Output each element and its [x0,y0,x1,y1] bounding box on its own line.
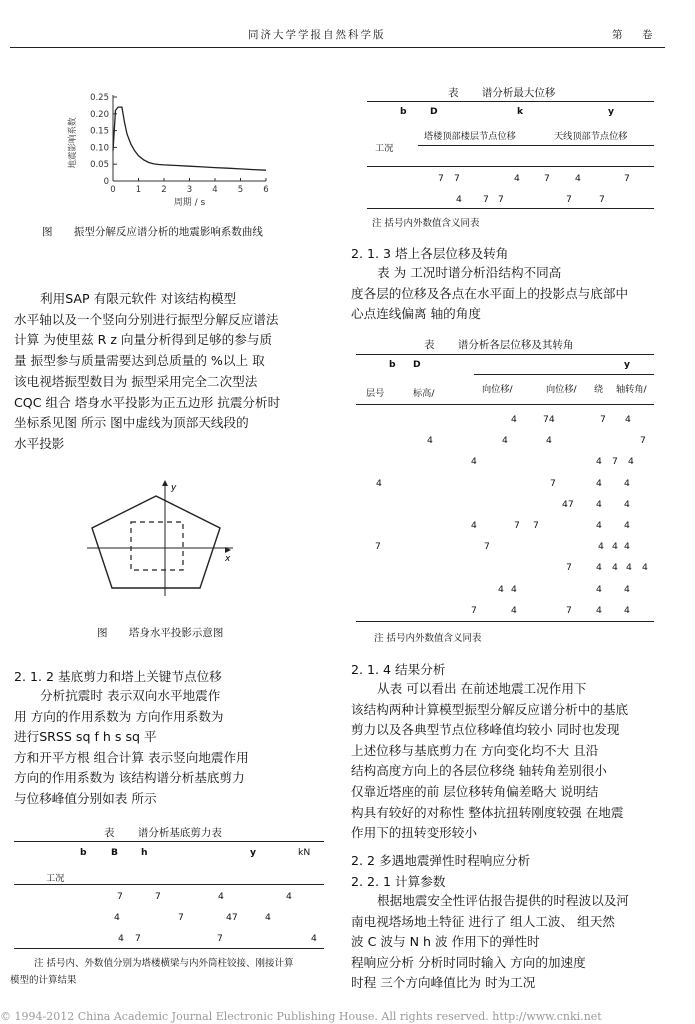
text-line: 水平轴以及一个竖向分别进行振型分解反应谱法 [14,311,279,327]
table-floors-cell: 4 [612,541,618,553]
section-2-2-heading: 2. 2 多遇地震弹性时程响应分析 [351,853,531,868]
text-line: 计算 为使里兹 R z 向量分析得到足够的参与质 [14,332,273,348]
section-2-2-1-heading: 2. 2. 1 计算参数 [351,874,446,889]
table-floors-cell: 74 [543,414,555,425]
figure-2-prefix: 图 [97,627,108,639]
table-shear-cell: 7 [117,891,123,902]
table-floors-cell: 7 [640,435,646,447]
table-shear-top-rule [14,841,324,842]
table-floors-head-y: y [624,359,630,370]
text-line: 方向的作用系数为 该结构谱分析基底剪力 [14,770,245,786]
table-floors-cell: 4 [511,604,517,616]
table-floors-cell: 4 [612,562,618,574]
text-line: 时程 三个方向峰值比为 时为工况 [351,975,536,991]
y-tick-label: 0.10 [90,143,109,154]
table-shear-note-cont: 模型的计算结果 [10,975,77,986]
table-floors-cell: 4 [628,456,634,468]
table-maxdisp-cell: 4 [514,173,520,184]
table-floors-cell: 4 [626,562,632,574]
x-axis-label: x [225,554,231,564]
table-floors-cell: 7 [533,520,539,531]
table-shear-note: 注 括号内、外数值分别为塔楼横梁与内外筒柱铰接、刚接计算 [34,958,294,969]
journal-title: 同济大学学报自然科学版 [248,29,386,41]
table-floors-col-disp2: 向位移/ [546,384,577,395]
text-line: 方和开平方根 组合计算 表示竖向地震作用 [14,749,249,765]
table-shear-cell: 4 [265,912,271,923]
table-floors-cell: 4 [596,498,602,510]
table-maxdisp-prefix: 表 [448,87,459,99]
table-floors-cell: 7 [612,456,618,468]
text-line: 表 为 工况时谱分析沿结构不同高 [377,265,562,280]
table-maxdisp-title [448,85,555,100]
text-line: 仅靠近塔座的前 层位移转角偏差略大 说明结 [351,784,599,799]
table-floors-cell: 4 [624,498,630,510]
table-maxdisp-head-y: y [608,106,614,117]
text-line: 结构高度方向上的各层位移绕 轴转角差别很小 [351,763,607,779]
figure-1-text: 振型分解反应谱分析的地震影响系数曲线 [73,226,263,238]
table-floors-cell: 7 [471,604,477,616]
text-line: 分析抗震时 表示双向水平地震作 [40,688,221,703]
figure-2-caption [97,625,223,640]
x-tick-label: 6 [263,185,269,195]
table-floors-cell: 4 [596,583,602,595]
table-floors-mid-rule [356,404,654,405]
table-floors-cell: 7 [600,414,606,425]
table-floors-prefix: 表 [424,339,435,351]
table-floors-bottom-rule [356,621,654,622]
table-floors-cell: 47 [562,498,574,510]
table-maxdisp-head-k: k [517,106,524,117]
table-shear-prefix: 表 [104,827,115,839]
text-line: 度各层的位移及各点在水平面上的投影点与底部中 [351,285,629,301]
text-line: 南电视塔场地土特征 进行了 组人工波、 组天然 [351,913,615,929]
text-line: 利用SAP 有限元软件 对该结构模型 [40,291,237,306]
section-2-1-2-heading: 2. 1. 2 基底剪力和塔上关键节点位移 [14,669,222,684]
table-shear-cell: 4 [114,912,120,923]
table-shear-mid-rule [14,884,324,885]
y-tick-label: 0.20 [90,109,109,120]
table-maxdisp-cell: 4 [575,173,581,184]
table-floors-cell: 7 [484,541,490,553]
table-floors-cell: 4 [471,520,477,531]
table-maxdisp-title-text: 谱分析最大位移 [481,87,556,99]
table-floors-title-text: 谱分析各层位移及其转角 [457,339,574,351]
table-floors-head-b: b [389,359,396,370]
header-rule [10,47,665,48]
table-floors-head-D: D [413,359,421,370]
table-floors-cell: 7 [566,562,572,574]
text-line: CQC 组合 塔身水平投影为正五边形 抗震分析时 [14,394,281,410]
text-line: 剪力以及各典型节点位移峰值均较小 同时也发现 [351,722,620,738]
table-shear-cell: 47 [226,912,238,923]
table-maxdisp-cell: 7 [624,173,630,184]
table-maxdisp-mid-rule [367,166,654,167]
table-floors-cell: 7 [375,541,381,553]
table-shear-head-h: h [141,847,148,858]
table-shear-head-B: B [111,847,119,858]
table-floors-cell: 4 [624,583,630,595]
text-line: 与位移峰值分别如表 所示 [14,791,157,806]
table-floors-sub-rule [474,374,654,375]
table-shear-cell: 4 [286,891,292,902]
text-line: 坐标系见图 所示 图中虚线为顶部天线段的 [14,415,249,431]
y-tick-label: 0.25 [90,93,109,103]
x-tick-label: 5 [237,185,244,195]
table-maxdisp-head-D: D [430,106,438,117]
table-floors-cell: 4 [502,435,508,447]
table-shear-head-b: b [80,847,87,858]
table-floors-cell: 4 [546,435,552,447]
table-maxdisp-bottom-rule [367,208,654,209]
text-line: 心点连线偏离 轴的角度 [351,306,481,322]
table-floors-cell: 7 [550,477,556,489]
y-tick-label: 0.15 [90,126,109,137]
table-floors-top-rule [356,354,654,355]
table-shear-subhead: 工况 [46,873,65,884]
response-spectrum-chart [55,85,285,210]
table-floors-cell: 4 [596,604,602,616]
table-maxdisp-subhead: 工况 [375,143,394,154]
table-shear-cell: 7 [217,933,223,944]
table-floors-cell: 4 [511,414,517,425]
table-shear-cell: 4 [118,933,124,944]
text-line: 从表 可以看出 在前述地震工况作用下 [377,681,587,696]
table-floors-cell: 7 [566,604,572,616]
text-line: 程响应分析 分析时同时输入 方向的加速度 [351,954,586,970]
table-floors-note: 注 括号内外数值含义同表 [374,633,482,644]
table-floors-cell: 4 [625,414,631,425]
x-tick-label: 4 [212,185,218,195]
table-maxdisp-head-b: b [400,106,407,117]
x-tick-label: 1 [135,185,142,195]
table-maxdisp-cell: 7 [544,173,550,184]
table-floors-cell: 4 [642,562,648,574]
text-line: 根据地震安全性评估报告提供的时程波以及河 [377,893,629,908]
figure-2-text: 塔身水平投影示意图 [128,627,224,639]
table-maxdisp-col1: 塔楼顶部楼层节点位移 [424,131,516,142]
table-maxdisp-cell: 7 [498,194,504,205]
text-line: 用 方向的作用系数为 方向作用系数为 [14,708,224,724]
table-floors-cell: 4 [624,520,630,531]
table-shear-cell: 7 [155,891,161,902]
spectrum-curve [113,107,266,170]
volume-label: 第 [612,29,625,41]
text-line: 上述位移与基底剪力在 方向变化均不大 且沿 [351,742,599,758]
table-shear-cell: 7 [135,933,141,944]
copyright-footer: © 1994-2012 China Academic Journal Electronic Publishing House. All rights reserved. http://www.cnki.net [0,1010,602,1023]
table-floors-cell: 4 [596,456,602,468]
table-maxdisp-cell: 7 [599,194,605,205]
table-shear-title-text: 谱分析基底剪力表 [137,827,222,839]
text-line: 进行SRSS sq f h s sq 平 [14,729,157,745]
antenna-projection-dashed [131,522,183,570]
table-floors-cell: 4 [624,604,630,616]
text-line: 作用下的扭转变形较小 [351,825,477,841]
x-tick-label: 3 [186,185,193,195]
table-shear-bottom-rule [14,948,324,949]
table-maxdisp-note: 注 括号内外数值含义同表 [372,218,480,229]
table-floors-cell: 4 [596,477,602,489]
table-floors-cell: 4 [427,435,433,447]
table-shear-title [104,825,222,840]
x-axis-label: 周期 / s [173,198,206,208]
table-shear-head-y: y [250,847,256,858]
table-floors-cell: 4 [511,583,517,595]
table-floors-cell: 4 [498,583,504,595]
table-floors-cell: 4 [624,541,630,553]
figure-1-prefix: 图 [42,226,53,238]
volume-unit: 卷 [642,29,655,41]
table-floors-cell: 4 [624,477,630,489]
section-2-1-4-heading: 2. 1. 4 结果分析 [351,662,446,677]
table-maxdisp-cell: 7 [483,194,489,205]
text-line: 量 振型参与质量需要达到总质量的 %以上 取 [14,353,265,369]
table-maxdisp-col2: 天线顶部节点位移 [554,131,628,142]
y-tick-label: 0.05 [90,160,109,171]
table-floors-cell: 4 [596,520,602,531]
figure-1-caption [42,224,263,239]
section-2-1-3-heading: 2. 1. 3 塔上各层位移及转角 [351,246,509,261]
table-shear-cell: 4 [311,933,317,944]
table-floors-cell: 4 [471,456,477,468]
pentagon-projection-diagram [85,478,255,616]
text-line: 该结构两种计算模型振型分解反应谱分析中的基底 [351,701,629,717]
table-maxdisp-top-rule [367,101,654,102]
table-shear-cell: 4 [218,891,224,902]
table-floors-cell: 7 [514,520,520,531]
y-axis-label: y [171,483,177,493]
table-maxdisp-sub-rule [418,145,654,146]
table-floors-cell: 4 [598,541,604,553]
text-line: 波 C 波与 N h 波 作用下的弹性时 [351,934,540,950]
text-line: 构具有较好的对称性 整体抗扭转刚度较强 在地震 [351,804,624,820]
table-floors-col-rot: 轴转角/ [616,384,647,395]
table-floors-col-disp1: 向位移/ [482,384,513,395]
table-maxdisp-cell: 7 [454,173,460,184]
x-tick-label: 0 [110,185,116,195]
table-shear-cell: 7 [178,912,184,923]
y-tick-label: 0 [103,177,109,187]
table-floors-cell: 4 [596,562,602,574]
table-maxdisp-cell: 7 [566,194,572,205]
table-maxdisp-cell: 4 [456,194,462,205]
x-tick-label: 2 [161,185,167,195]
table-floors-col-floor: 层号 [366,388,385,399]
y-axis-arrow [162,480,168,486]
table-shear-head-unit: kN [298,847,311,858]
text-line: 该电视塔振型数目为 振型采用完全二次型法 [14,373,258,389]
y-axis-label: 地震影响系数 [68,117,78,169]
table-floors-title [424,337,573,352]
table-floors-col-around: 绕 [594,384,604,395]
table-floors-col-elev: 标高/ [413,388,435,399]
pentagon-outline [92,496,220,588]
table-maxdisp-cell: 7 [438,173,444,184]
table-floors-cell: 4 [376,477,382,489]
text-line: 水平投影 [14,435,65,451]
